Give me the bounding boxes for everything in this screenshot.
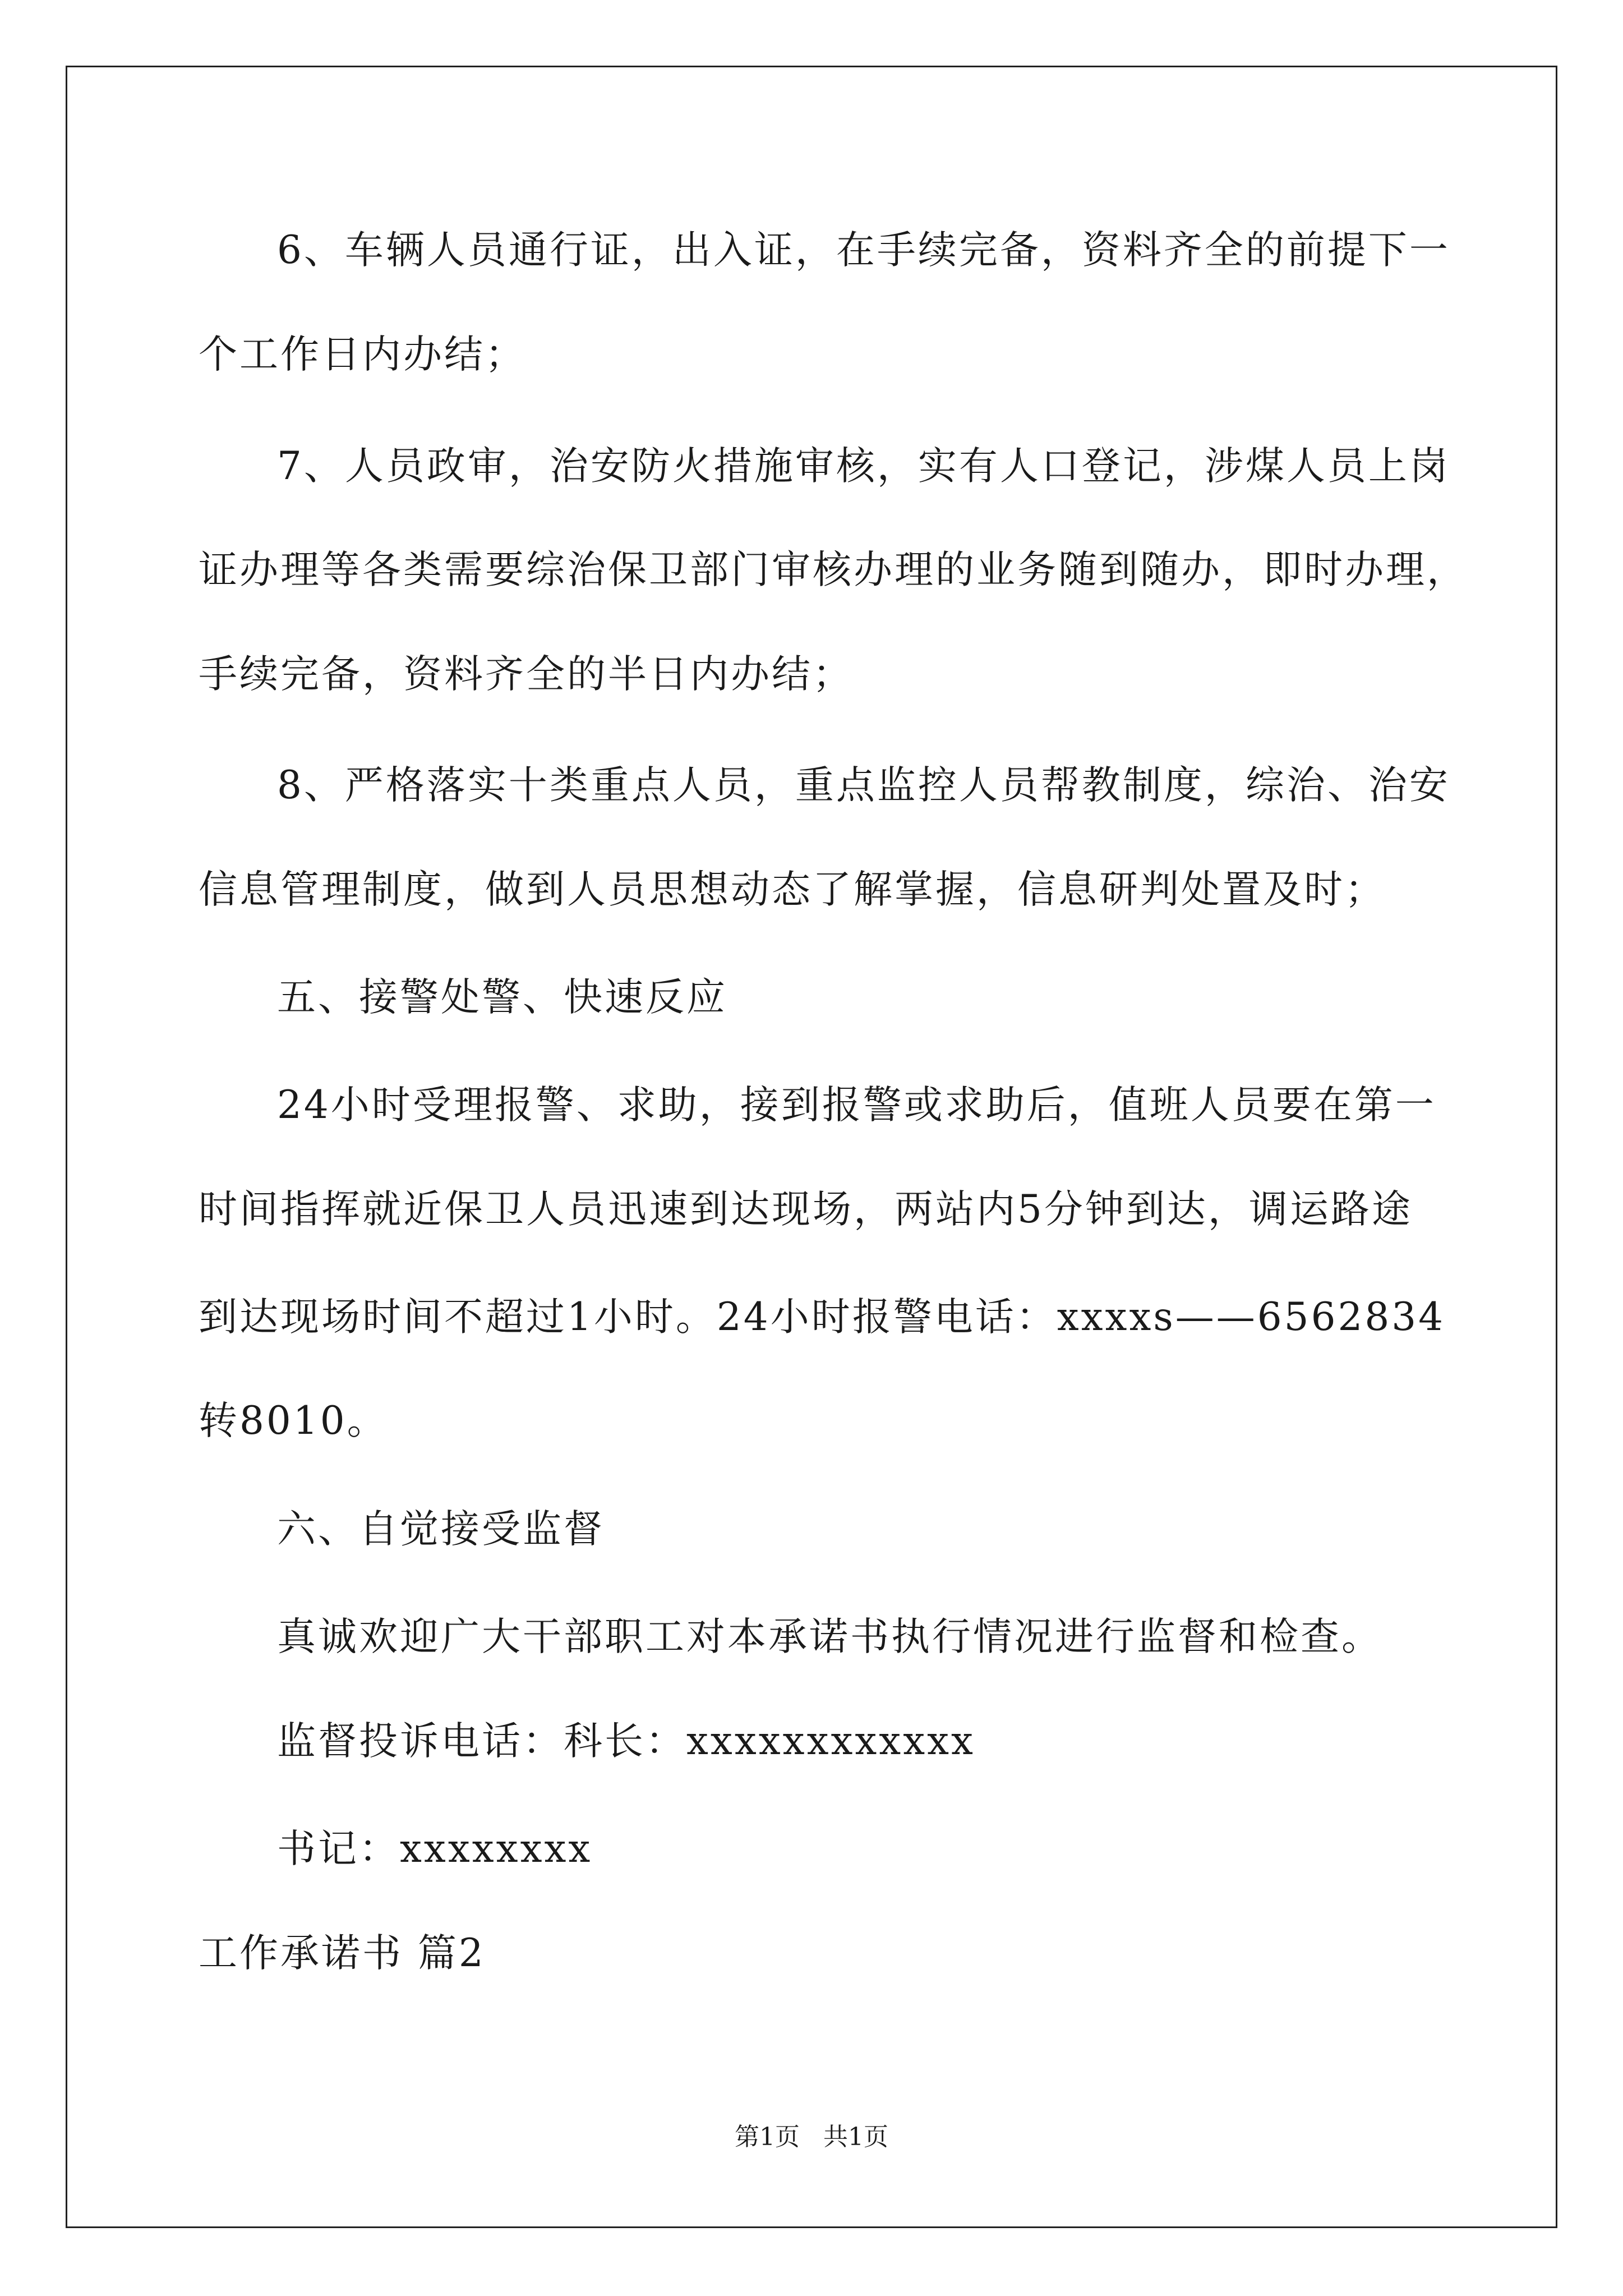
- text-line-6: 8、严格落实十类重点人员，重点监控人员帮教制度，综治、治安: [277, 763, 1450, 808]
- text-line-5: 手续完备，资料齐全的半日内办结；: [199, 652, 854, 697]
- text-line-1: 6、车辆人员通行证，出入证，在手续完备，资料齐全的前提下一: [277, 228, 1450, 273]
- page-border: [66, 66, 1557, 2228]
- text-line-4: 证办理等各类需要综治保卫部门审核办理的业务随到随办，即时办理，: [199, 547, 1468, 592]
- text-line-11: 到达现场时间不超过1小时。24小时报警电话：xxxxs——6562834: [199, 1295, 1446, 1340]
- text-line-7: 信息管理制度，做到人员思想动态了解掌握，信息研判处置及时；: [199, 867, 1386, 912]
- text-line-12: 转8010。: [199, 1398, 388, 1443]
- text-line-3: 7、人员政审，治安防火措施审核，实有人口登记，涉煤人员上岗: [277, 444, 1450, 489]
- text-line-2: 个工作日内办结；: [199, 332, 526, 377]
- text-line-14: 真诚欢迎广大干部职工对本承诺书执行情况进行监督和检查。: [277, 1614, 1382, 1659]
- page-footer: 第1页 共1页: [735, 2123, 888, 2151]
- secretary-line: 书记：xxxxxxxx: [277, 1826, 593, 1871]
- text-line-10: 时间指挥就近保卫人员迅速到达现场，两站内5分钟到达，调运路途: [199, 1187, 1413, 1232]
- complaint-phone-line: 监督投诉电话：科长：xxxxxxxxxxxx: [277, 1719, 975, 1764]
- text-line-9: 24小时受理报警、求助，接到报警或求助后，值班人员要在第一: [277, 1083, 1436, 1128]
- next-section-title: 工作承诺书 篇2: [199, 1931, 486, 1976]
- section-heading-6: 六、自觉接受监督: [277, 1507, 605, 1552]
- section-heading-5: 五、接警处警、快速反应: [277, 975, 727, 1020]
